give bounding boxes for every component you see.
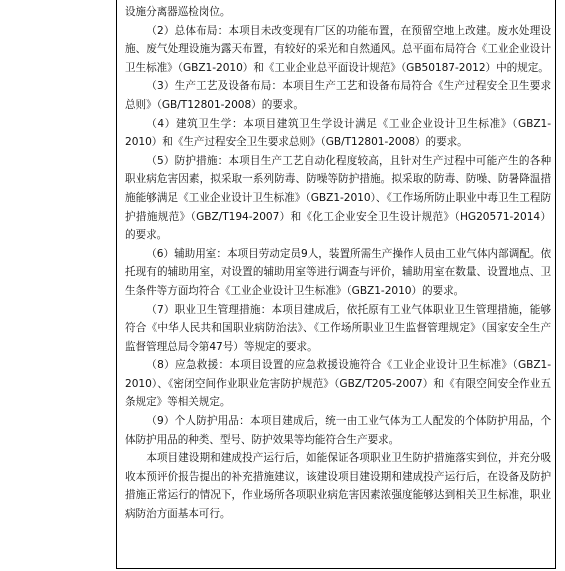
paragraph-process-equipment-layout: （3）生产工艺及设备布局：本项目生产工艺和设备布局符合《生产过程安全卫生要求总则》（GB/T12801-2008）的要求。 <box>125 80 551 111</box>
paragraph-overall-layout: （2）总体布局：本项目未改变现有厂区的功能布置，在预留空地上改建。废水处理设施、废气处理设施为露天布置，有较好的采光和自然通风。总平面布局符合《工业企业设计卫生标准》（GBZ1-2010）和《工业企业总平面设计规范》（GB50187-2012）中的规定。 <box>125 24 551 74</box>
paragraph-emergency-rescue: （8）应急救援：本项目设置的应急救援设施符合《工业企业设计卫生标准》（GBZ1-2010）、《密闭空间作业职业危害防护规范》（GBZ/T205-2007）和《有限空间安全作业五条规定》等相关规定。 <box>125 359 551 409</box>
paragraph-personal-protective-equipment: （9）个人防护用品：本项目建成后，统一由工业气体为工人配发的个体防护用品，个体防护用品的种类、型号、防护效果等均能符合生产要求。 <box>125 415 551 446</box>
document-table-cell <box>116 0 556 569</box>
paragraph-protective-measures: （5）防护措施：本项目生产工艺自动化程度较高，且针对生产过程中可能产生的各种职业病危害因素，拟采取一系列防毒、防噪等防护措施。拟采取的防毒、防噪、防暑降温措施能够满足《工业企业设计卫生标准》（GBZ1-2010）、《工作场所防止职业中毒卫生工程防护措施规范》（GBZ/T194-2007）和《化工企业安全卫生设计规范》（HG20571-2014）的要求。 <box>125 154 551 242</box>
paragraph-auxiliary-rooms: （6）辅助用室：本项目劳动定员9人，装置所需生产操作人员由工业气体内部调配。依托现有的辅助用室，对设置的辅助用室等进行调查与评价，辅助用室在数量、设置地点、卫生条件等方面均符合《工业企业设计卫生标准》（GBZ1-2010）的要求。 <box>125 247 551 297</box>
paragraph-conclusion: 本项目建设期和建成投产运行后，如能保证各项职业卫生防护措施落实到位，并充分吸收本预评价报告提出的补充措施建议，该建设项目建设期和建成投产运行后，在设备及防护措施正常运行的情况下，作业场所各项职业病危害因素浓强度能够达到相关卫生标准，职业病防治方面基本可行。 <box>125 452 551 521</box>
paragraph-building-hygiene: （4）建筑卫生学：本项目建筑卫生学设计满足《工业企业设计卫生标准》（GBZ1-2010）和《生产过程安全卫生要求总则》（GB/T12801-2008）的要求。 <box>125 117 551 149</box>
document-body <box>125 3 551 524</box>
paragraph-continuation: 设施分离器巡检岗位。 <box>125 6 231 18</box>
paragraph-occupational-health-management: （7）职业卫生管理措施：本项目建成后，依托原有工业气体职业卫生管理措施，能够符合《中华人民共和国职业病防治法》、《工作场所职业卫生监督管理规定》（国家安全生产监督管理总局令第47号）等规定的要求。 <box>125 303 551 353</box>
